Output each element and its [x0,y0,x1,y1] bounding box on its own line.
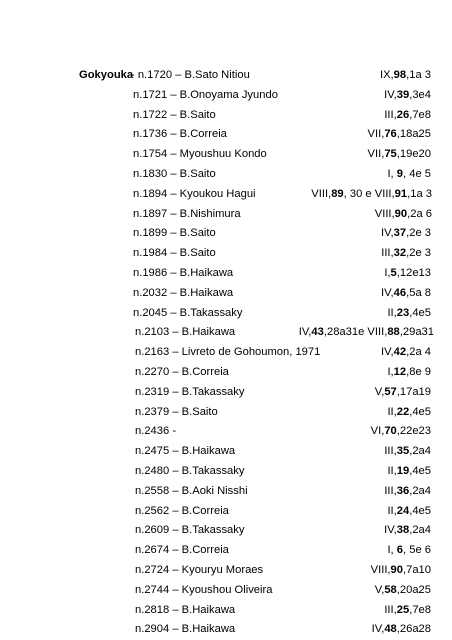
entry-volume-reference: III,35,2a4 [384,445,431,458]
index-entry-row [0,66,452,84]
entry-volume-reference: I,5,12e13 [384,267,431,279]
entry-citation: n.1722 – B.Saito [133,108,216,121]
index-entry-row [0,403,452,421]
entry-citation: n.2674 – B.Correia [135,544,229,557]
index-entry-row [0,165,452,183]
entry-volume-reference: VIII,90,7a10 [370,564,431,576]
index-entry-row [0,343,452,361]
index-entry-row [0,264,452,282]
entry-citation: - n.1720 – B.Sato Nitiou [131,69,250,81]
entry-citation: n.2379 – B.Saito [135,405,218,418]
index-entry-row [0,462,452,480]
entry-citation: n.1986 – B.Haikawa [133,267,234,279]
entry-volume-reference: VII,76,18a25 [367,128,431,141]
entry-volume-reference: I, 6, 5e 6 [387,544,431,557]
index-entry-row [0,620,452,638]
entry-volume-reference: IX,98,1a 3 [379,69,431,81]
index-entry-row [0,482,452,500]
index-entry-row [0,541,452,559]
entry-citation: n.2475 – B.Haikawa [135,445,236,458]
index-entry-row [0,224,452,242]
entry-citation: n.1736 – B.Correia [133,128,227,141]
index-entry-row [0,106,452,124]
entry-volume-reference: VIII,89, 30 e VIII,91,1a 3 [311,187,432,200]
entry-citation: n.2270 – B.Correia [135,366,229,378]
index-entry-row [0,601,452,619]
index-entry-row [0,442,452,460]
index-entry-row [0,323,452,341]
entry-volume-reference: I, 9, 4e 5 [387,168,431,180]
entry-volume-reference: III,26,7e8 [384,108,431,121]
index-entry-row [0,561,452,579]
index-entry-row [0,304,452,322]
index-entry-row [0,363,452,381]
entry-volume-reference: IV,37,2e 3 [381,227,431,240]
entry-volume-reference: IV,48,26a28 [371,623,431,636]
entry-citation: n.2818 – B.Haikawa [135,603,236,616]
entry-citation: n.2163 – Livreto de Gohoumon, 1971 [135,346,321,359]
entry-citation: n.2436 - [135,425,177,438]
entry-citation: n.2558 – B.Aoki Nisshi [135,484,248,497]
entry-volume-reference: IV,38,2a4 [384,524,431,537]
entry-citation: n.1754 – Myoushuu Kondo [133,148,267,161]
entry-citation: n.2032 – B.Haikawa [133,286,234,299]
entry-citation: n.1897 – B.Nishimura [133,207,241,220]
entry-citation: n.2319 – B.Takassaky [135,385,245,398]
entry-volume-reference: II,19,4e5 [387,465,431,477]
entry-citation: n.1830 – B.Saito [133,168,216,180]
index-entry-row [0,205,452,223]
entry-citation: n.1894 – Kyoukou Hagui [133,187,256,200]
entry-volume-reference: I,12,8e 9 [387,366,431,378]
index-entry-row [0,383,452,401]
entry-citation: n.2744 – Kyoushou Oliveira [135,583,273,596]
entry-volume-reference: III,32,2e 3 [381,247,431,260]
entry-volume-reference: IV,46,5a 8 [381,286,431,299]
entry-volume-reference: IV,43,28a31e VIII,88,29a31 [298,326,434,339]
entry-volume-reference: II,22,4e5 [387,405,431,418]
index-entry-row [0,125,452,143]
entry-volume-reference: V,58,20a25 [374,583,431,596]
entry-volume-reference: IV,42,2a 4 [381,346,431,359]
entry-volume-reference: VII,75,19e20 [367,148,431,161]
entry-volume-reference: IV,39,3e4 [384,88,431,101]
entry-citation: n.2480 – B.Takassaky [135,465,245,477]
entry-volume-reference: II,23,4e5 [387,306,431,319]
entry-volume-reference: VIII,90,2a 6 [374,207,432,220]
index-entry-row [0,521,452,539]
entry-citation: n.1899 – B.Saito [133,227,216,240]
entry-citation: n.2045 – B.Takassaky [133,306,243,319]
index-entry-row [0,422,452,440]
entry-volume-reference: II,24,4e5 [387,504,431,517]
index-entry-row [0,86,452,104]
index-entry-row [0,284,452,302]
entry-volume-reference: III,25,7e8 [384,603,431,616]
entry-volume-reference: VI,70,22e23 [370,425,431,438]
entry-citation: n.2609 – B.Takassaky [135,524,245,537]
entry-citation: n.1984 – B.Saito [133,247,216,260]
entry-citation: n.2562 – B.Correia [135,504,229,517]
index-entry-row [0,244,452,262]
index-heading-term: Gokyouka [79,69,134,81]
index-entry-row [0,145,452,163]
entry-volume-reference: V,57,17a19 [374,385,431,398]
entry-citation: n.2724 – Kyouryu Moraes [135,564,264,576]
index-entry-row [0,581,452,599]
index-entry-row [0,502,452,520]
entry-citation: n.1721 – B.Onoyama Jyundo [133,88,278,101]
index-entry-row [0,185,452,203]
entry-volume-reference: III,36,2a4 [384,484,431,497]
entry-citation: n.2103 – B.Haikawa [135,326,236,339]
entry-citation: n.2904 – B.Haikawa [135,623,236,636]
